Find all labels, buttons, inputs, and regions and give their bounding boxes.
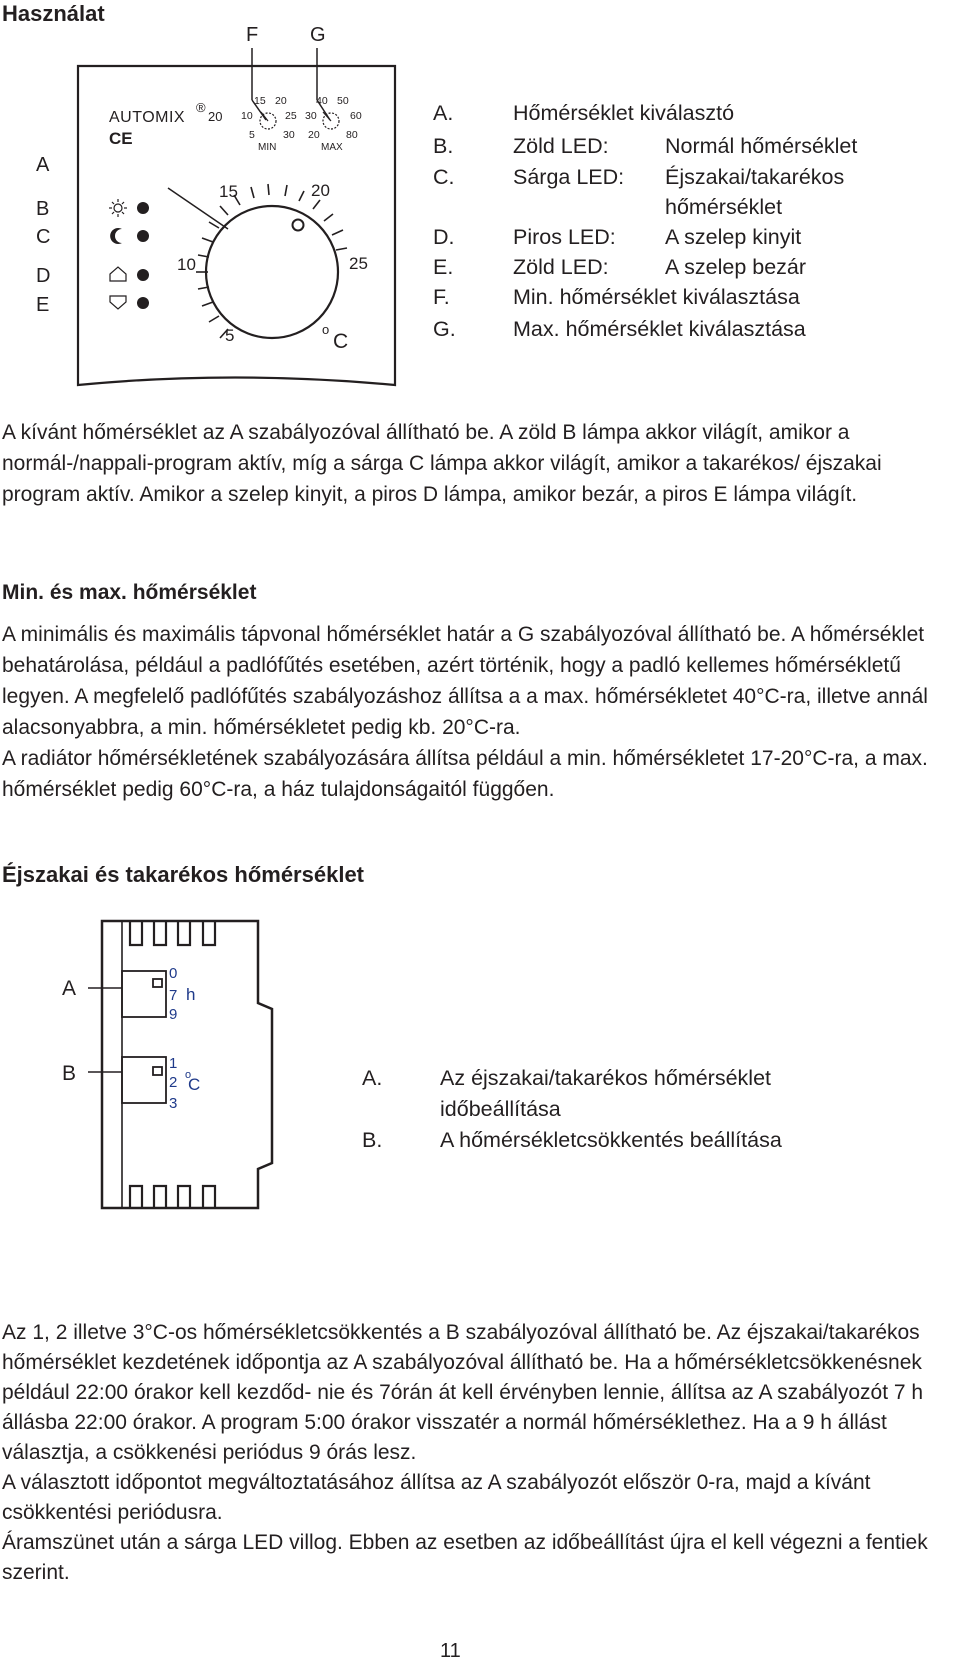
svg-text:C: C [188, 1075, 201, 1094]
timer-side-diagram [0, 900, 340, 1230]
svg-text:2: 2 [169, 1074, 178, 1091]
switch-b-positions [169, 1055, 200, 1112]
max-knob[interactable] [305, 95, 362, 153]
svg-text:5: 5 [249, 129, 255, 141]
thermostat-diagram [0, 0, 440, 400]
dial-small-top-label: 20 [208, 109, 223, 124]
page-number: 11 [440, 1640, 461, 1662]
svg-text:10: 10 [241, 110, 253, 122]
dial-label-15: 15 [219, 182, 238, 201]
label-b: B [36, 198, 50, 220]
paragraph-night-temperature: Az 1, 2 illetve 3°C-os hőmérsékletcsökkentés a B szabályozóval állítható be. Az éjszakai/takarékos hőmérséklet kezdetének időpontja az A szabályozóval állítható be. Ha a hőmérsékletcsökkenésnek például 22:00 órakor kell kezdőd- nie és 7órán át kell érvényben lennie, állítsa az A szabályozót 7 h állásba 22:00 órakor. A program 5:00 órakor visszatér a normál hőmérséklethez. Ha a 9 h állást választja, a csökkenési periódus 9 órás lesz. A választott időpontot megváltoztatásához állítsa az A szabályozót először 0-ra, majd a kívánt csökkentési periódusra. Áramszünet után a sárga LED villog. Ebben az esetben az időbeállítást újra el kell végezni a fentiek szerint. [2, 1321, 928, 1584]
dial-label-20: 20 [311, 181, 330, 200]
valve-close-icon [110, 296, 126, 309]
dial-label-10: 10 [177, 255, 196, 274]
switch-b-label: B [62, 1062, 77, 1085]
bottom-connectors [130, 1186, 215, 1208]
svg-text:15: 15 [254, 95, 266, 107]
paragraph-usage: A kívánt hőmérséklet az A szabályozóval állítható be. A zöld B lámpa akkor világít, amikor a normál-/nappali-program aktív, míg a sárga C lámpa akkor világít, amikor a takarékos/ éjszakai program aktív. Amikor a szelep kinyit, a piros D lámpa, amikor bezár, a piros E lámpa világít. [2, 421, 882, 506]
temperature-dial[interactable] [206, 206, 338, 338]
led-green-normal [137, 202, 149, 214]
label-e: E [36, 294, 50, 316]
dial-label-5: 5 [225, 326, 235, 345]
degree-mark: o [322, 322, 330, 337]
celsius-unit: C [333, 330, 349, 353]
valve-open-icon [110, 267, 126, 281]
section-title-usage: Használat [2, 1, 105, 26]
legend-thermostat: A. Hőmérséklet kiválasztó B. Zöld LED: Normál hőmérséklet C. Sárga LED: Éjszakai/takarékos hőmérséklet D. Piros LED: A szelep kinyit E. Zöld LED: A szelep bezár F. Min. hőmérséklet kiválasztása G. Max. hőmérséklet kiválasztása [433, 101, 858, 341]
svg-text:30: 30 [305, 110, 317, 122]
moon-icon [110, 228, 122, 244]
registered-mark: ® [196, 100, 206, 115]
led-yellow-night [137, 230, 149, 242]
svg-text:o: o [185, 1069, 192, 1081]
svg-text:h: h [186, 985, 196, 1004]
svg-text:0: 0 [169, 965, 178, 982]
svg-text:60: 60 [350, 110, 362, 122]
led-green-close [137, 297, 149, 309]
svg-text:1: 1 [169, 1055, 178, 1072]
svg-text:9: 9 [169, 1006, 178, 1023]
svg-text:20: 20 [275, 95, 287, 107]
ce-mark: CE [109, 129, 133, 148]
section-title-night: Éjszakai és takarékos hőmérséklet [2, 862, 365, 887]
top-connectors [130, 921, 215, 945]
svg-text:50: 50 [337, 95, 349, 107]
svg-text:80: 80 [346, 129, 358, 141]
brand-logo: AUTOMIX [109, 109, 186, 126]
label-d: D [36, 265, 51, 287]
switch-a[interactable] [122, 971, 166, 1017]
sun-icon [109, 199, 127, 217]
switch-a-positions [169, 965, 195, 1023]
label-c: C [36, 226, 51, 248]
svg-text:MAX: MAX [321, 142, 343, 153]
label-g: G [310, 24, 326, 46]
svg-text:20: 20 [308, 129, 320, 141]
switch-a-label: A [62, 977, 77, 1000]
switch-b[interactable] [122, 1057, 166, 1103]
led-red-open [137, 269, 149, 281]
dial-label-25: 25 [349, 254, 368, 273]
paragraph-min-max: A minimális és maximális tápvonal hőmérséklet határ a G szabályozóval állítható be. A hőmérséklet behatárolása, például a padlófűtés esetében, azért történik, hogy a padló kellemes hőmérsékletű legyen. A megfelelő padlófűtés szabályozáshoz állítsa a a max. hőmérsékletet 40°C-ra, illetve annál alacsonyabbra, a min. hőmérsékletet pedig kb. 20°C-ra. A radiátor hőmérsékletének szabályozására állítsa például a min. hőmérsékletet 17-20°C-ra, a max. hőmérséklet pedig 60°C-ra, a ház tulajdonságaitól függően. [2, 623, 928, 801]
section-title-min-max: Min. és max. hőmérséklet [2, 581, 257, 604]
svg-text:40: 40 [316, 95, 328, 107]
svg-text:MIN: MIN [258, 142, 277, 153]
svg-text:3: 3 [169, 1095, 178, 1112]
min-knob[interactable] [241, 95, 297, 153]
svg-text:30: 30 [283, 129, 295, 141]
label-a: A [36, 154, 50, 176]
svg-text:25: 25 [285, 110, 297, 122]
legend-timer: A. Az éjszakai/takarékos hőmérséklet időbeállítása B. A hőmérsékletcsökkentés beállítása [362, 1066, 782, 1152]
label-f: F [246, 24, 259, 46]
svg-text:7: 7 [169, 987, 178, 1004]
